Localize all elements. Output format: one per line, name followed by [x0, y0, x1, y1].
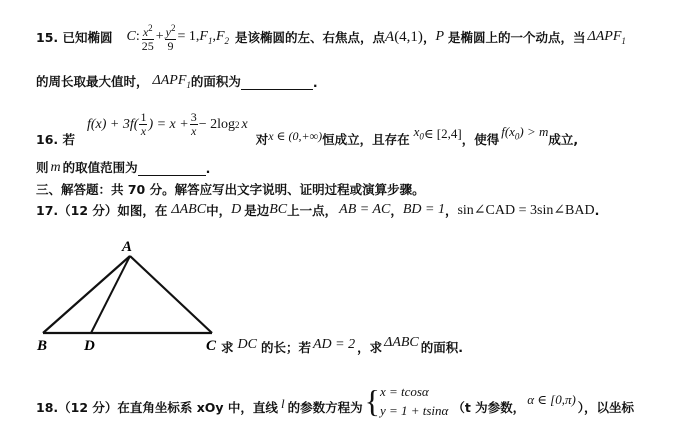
q16-text-heng: 恒成立，且存在	[322, 132, 410, 147]
q15-tri: ΔAPF	[587, 28, 622, 44]
q15-f2: F	[215, 28, 225, 44]
q16-x0: x	[413, 124, 420, 140]
q17-text1: 是边	[244, 203, 270, 218]
q18-l: l	[280, 396, 285, 411]
q15-f1-sub: 1	[207, 35, 213, 46]
q17-zhong: 中，	[206, 203, 232, 218]
q18-text3: ），以坐标	[577, 400, 635, 415]
q16-text-shide: ，使得	[461, 132, 500, 147]
q15-point-a: A	[385, 28, 395, 45]
q17-tri: ΔABC	[171, 202, 207, 217]
q16-line1	[36, 112, 578, 150]
q17-eq1: AB = AC	[339, 202, 391, 217]
label-c: C	[206, 338, 217, 353]
q16-line2	[36, 158, 210, 176]
q16-frac2-den: x	[191, 124, 197, 138]
q16-number: 16. 若	[36, 132, 75, 147]
label-a: A	[122, 239, 133, 255]
triangle-figure	[34, 235, 224, 353]
q17-d: D	[231, 202, 242, 217]
section-3-heading: 三、解答题：共 70 分。解答应写出文字说明、证明过程或演算步骤。	[36, 182, 425, 197]
q16-x0-sub: 0	[419, 132, 424, 142]
q16-domain: x ∈ (0,+∞)	[268, 129, 323, 143]
q15-eq-one: = 1,	[177, 29, 200, 44]
q18-alpha-range: α ∈ [0,π)	[527, 392, 576, 407]
q15-tri2: ΔAPF	[152, 73, 187, 89]
q15-x: x	[142, 24, 149, 39]
q16-frac1-num: 1	[140, 110, 147, 124]
segment-ad	[91, 256, 130, 333]
q15-comma2: ，	[422, 30, 436, 45]
q15-text2: 是椭圆上的一个动点，当	[448, 30, 586, 45]
q15-line2	[36, 72, 318, 90]
q17-line2	[221, 335, 464, 356]
q18-line1	[36, 370, 634, 420]
q17-period: .	[594, 202, 600, 218]
q17-dc: DC	[237, 337, 257, 352]
q18-eq-top: x = tcosα	[379, 384, 429, 399]
q15-comma: ,	[212, 29, 216, 44]
q17-ad: AD = 2	[312, 337, 356, 352]
q15-colon: :	[135, 29, 140, 44]
q15-plus: +	[155, 29, 164, 44]
q15-p: P	[435, 29, 445, 44]
q15-y-exp: 2	[170, 22, 176, 33]
side-ab	[43, 256, 130, 333]
q16-log-sub: 2	[235, 119, 240, 130]
q16-frac1-den: x	[140, 124, 147, 138]
q16-period: .	[205, 161, 211, 176]
q15-period: .	[312, 75, 318, 90]
q15-line2-text1: 的周长取最大值时，	[36, 74, 149, 89]
q18-text2: （t 为参数，	[452, 400, 526, 415]
q17-number: 17.（12 分）如图，在	[36, 203, 168, 218]
q16-m: m	[50, 160, 61, 175]
q15-frac-x	[141, 22, 155, 53]
q15-tri-sub: 1	[621, 35, 626, 46]
q15-den-b: 9	[167, 38, 174, 53]
q17-line1	[36, 201, 599, 219]
q17-ask2: 的长；若	[260, 340, 311, 355]
q16-text-dui: 对	[255, 132, 269, 147]
q15-f2-sub: 2	[224, 35, 229, 46]
q15-answer-blank	[241, 89, 313, 90]
q15-curve-name: C	[126, 29, 136, 44]
q15-x-exp: 2	[148, 22, 153, 33]
q15-number: 15. 已知椭圆	[36, 30, 113, 45]
q16-line2-text1: 则	[36, 160, 49, 175]
q17-eq3: sin∠CAD = 3sin∠BAD	[457, 202, 595, 218]
q16-f-expr: f(x) + 3f(	[87, 116, 139, 132]
q17-c1: ，	[390, 203, 403, 218]
q16-line2-text2: 的取值范围为	[62, 160, 138, 175]
q16-f-expr2: ) = x +	[148, 116, 189, 132]
q18-brace: {	[364, 383, 380, 419]
q18-eq-bot: y = 1 + tsinα	[379, 403, 449, 418]
q16-ineq: f(x	[501, 124, 515, 140]
q17-ask4: 的面积.	[420, 340, 464, 355]
q17-ask1: 求	[221, 340, 234, 355]
q15-text1: 是该椭圆的左、右焦点，点	[235, 30, 386, 45]
q18-number: 18.（12 分）在直角坐标系 xOy 中，直线	[36, 400, 278, 415]
q15-frac-y	[165, 22, 177, 53]
q15-den-a: 25	[141, 38, 154, 53]
q15-f1: F	[199, 28, 208, 44]
q17-c2: ，	[444, 203, 458, 218]
q16-log-x: x	[241, 116, 248, 132]
q17-tri2: ΔABC	[384, 335, 419, 350]
q16-f-expr3: − 2log	[198, 116, 236, 132]
q17-ask3: ，求	[357, 340, 383, 355]
side-ac	[130, 256, 212, 333]
q16-text-chengli: 成立,	[548, 132, 579, 147]
q15-y: y	[165, 24, 171, 39]
label-b: B	[37, 338, 48, 353]
q16-answer-blank	[138, 175, 206, 176]
q15-point-a-coord: (4,1)	[394, 28, 423, 45]
q18-param-system	[365, 382, 449, 420]
q16-frac2	[190, 111, 198, 138]
q17-bc: BC	[269, 202, 288, 217]
q15-line2-text2: 的面积为	[190, 74, 241, 89]
q16-x0-range: ∈ [2,4]	[423, 126, 462, 141]
q15-tri2-sub: 1	[186, 80, 191, 90]
q16-ineq-sub: 0	[514, 132, 520, 142]
q15-line1	[36, 22, 626, 52]
q16-equation	[87, 111, 248, 138]
q16-ineq2: ) > m	[519, 124, 549, 140]
q17-text2: 上一点，	[287, 203, 338, 218]
label-d: D	[84, 338, 95, 353]
q17-eq2: BD = 1	[402, 202, 445, 217]
q18-text1: 的参数方程为	[287, 400, 363, 415]
q16-frac1	[139, 111, 147, 138]
q16-frac2-num: 3	[190, 110, 197, 124]
